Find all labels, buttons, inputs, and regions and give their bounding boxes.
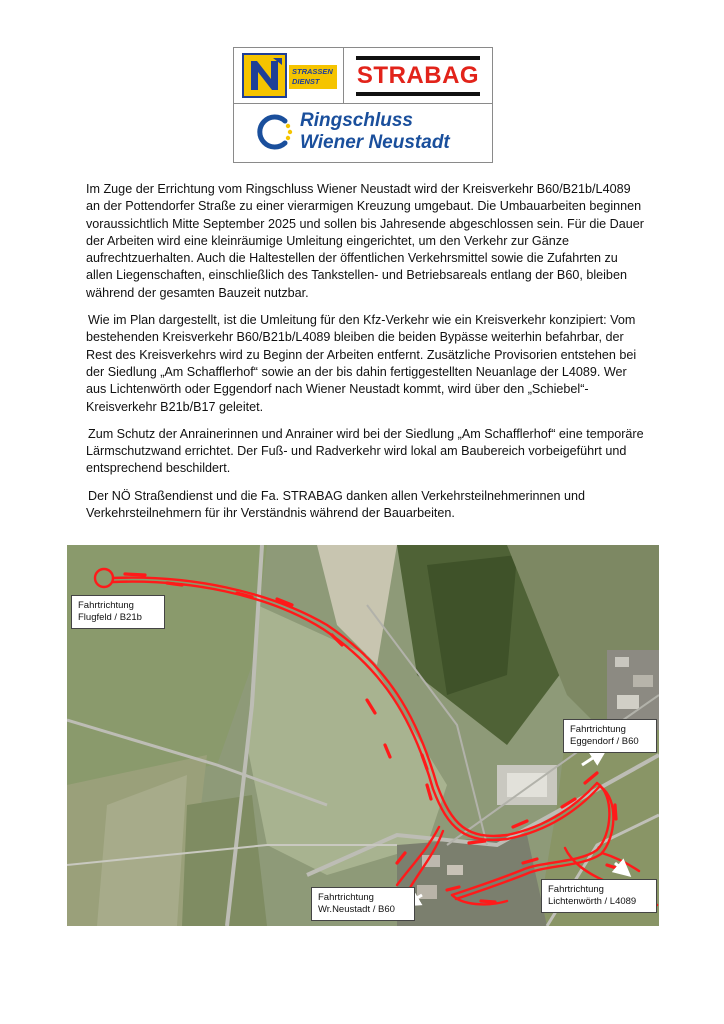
strabag-logo	[352, 54, 484, 98]
logo-divider-vertical	[343, 48, 344, 103]
map-label-wr-neustadt-line2: Wr.Neustadt / B60	[318, 904, 395, 915]
noe-logo-text	[289, 65, 337, 89]
map-label-wr-neustadt-line1: Fahrtrichtung	[318, 892, 374, 903]
noe-logo-line2: DIENST	[292, 77, 320, 86]
ringschluss-logo	[254, 108, 484, 160]
strabag-bar-top	[356, 56, 480, 60]
logo-header	[233, 47, 493, 163]
map-label-lichtenwoerth-line2: Lichtenwörth / L4089	[548, 896, 637, 907]
paragraph-noise-protection: Zum Schutz der Anrainerinnen und Anrainer wird bei der Siedlung „Am Schafflerhof“ eine temporäre Lärmschutzwand errichtet. Der Fuß- und Radverkehr wird lokal am Baubereich vorbeigeführt und entsprechend beschildert.	[86, 426, 644, 476]
noe-logo-line1: STRASSEN	[292, 67, 333, 76]
paragraph-thanks: Der NÖ Straßendienst und die Fa. STRABAG danken allen Verkehrsteilnehmerinnen und Verkehrsteilnehmern für ihr Verständnis während der Bauarbeiten.	[86, 488, 586, 521]
ring-emblem-icon	[254, 112, 294, 152]
map-label-eggendorf-line2: Eggendorf / B60	[570, 736, 639, 747]
ringschluss-line1: Ringschluss	[300, 110, 413, 131]
map-label-flugfeld-line2: Flugfeld / B21b	[78, 612, 142, 623]
paragraph-detour: Wie im Plan dargestellt, ist die Umleitung für den Kfz-Verkehr wie ein Kreisverkehr konzipiert: Vom bestehenden Kreisverkehr B60/B21b/L4089 bleiben die beiden Bypässe weiterhin befahrbar, der Rest des Kreisverkehrs wird zu Beginn der Arbeiten entfernt. Zusätzliche Provisorien entstehen bei der Siedlung „Am Schafflerhof“ sowie an der bis dahin fertiggestellten Neuanlage der L4089. Wer aus Lichtenwörth oder Eggendorf nach Wiener Neustadt kommt, wird über den „Schiebel“-Kreisverkehr B21b/B17 geleitet.	[86, 313, 637, 414]
strabag-bar-bottom	[356, 92, 480, 96]
ringschluss-wordmark	[300, 110, 450, 154]
map-label-wr-neustadt	[311, 887, 415, 921]
noe-n-icon	[242, 53, 287, 98]
map-label-eggendorf	[563, 719, 657, 753]
map-label-flugfeld	[71, 595, 165, 629]
strabag-wordmark: STRABAG	[356, 62, 480, 89]
map-label-eggendorf-line1: Fahrtrichtung	[570, 724, 626, 735]
logo-divider-horizontal	[234, 103, 492, 104]
map-label-lichtenwoerth-line1: Fahrtrichtung	[548, 884, 604, 895]
map-label-lichtenwoerth	[541, 879, 657, 913]
map-label-flugfeld-line1: Fahrtrichtung	[78, 600, 134, 611]
noe-strassendienst-logo	[242, 53, 337, 98]
announcement-text	[86, 181, 646, 532]
detour-map	[67, 545, 659, 926]
ringschluss-line2: Wiener Neustadt	[300, 132, 450, 153]
paragraph-intro: Im Zuge der Errichtung vom Ringschluss Wiener Neustadt wird der Kreisverkehr B60/B21b/L4089 an der Pottendorfer Straße zu einer vierarmigen Kreuzung umgebaut. Die Umbauarbeiten beginnen voraussichtlich Mitte September 2025 und sollen bis Jahresende abgeschlossen sein. Für die Dauer der Arbeiten wird eine kleinräumige Umleitung eingerichtet, um den Verkehr zur Gänze aufrechtzuerhalten. Auch die Haltestellen der öffentlichen Verkehrsmittel sowie die Zufahrten zu allen Liegenschaften, einschließlich des Tankstellen- und Betriebsareals entlang der B60, bleiben während der gesamten Bauzeit nutzbar.	[86, 182, 644, 300]
